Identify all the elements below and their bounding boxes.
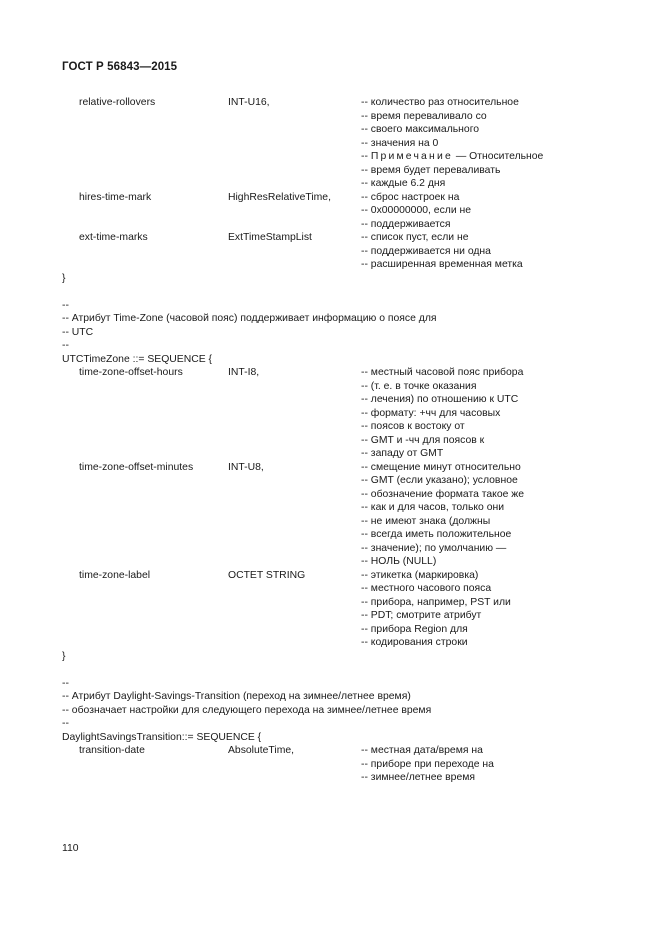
listing-line	[0, 218, 661, 232]
field-name: time-zone-label	[79, 570, 151, 581]
listing-line	[0, 528, 661, 542]
listing-line	[0, 623, 661, 637]
field-comment: -- расширенная временная метка	[361, 259, 523, 270]
listing-line	[0, 609, 661, 623]
listing-line	[0, 690, 661, 704]
field-comment: -- количество раз относительное	[361, 97, 519, 108]
listing-line	[0, 326, 661, 340]
field-comment: -- формату: +чч для часовых	[361, 408, 501, 419]
listing-line	[0, 245, 661, 259]
field-name: ext-time-marks	[79, 232, 148, 243]
listing-text: DaylightSavingsTransition::= SEQUENCE {	[62, 732, 262, 743]
listing-text: }	[62, 651, 66, 662]
field-comment: -- не имеют знака (должны	[361, 516, 491, 527]
field-comment: -- всегда иметь положительное	[361, 529, 512, 540]
field-name: transition-date	[79, 745, 145, 756]
comment-prefix: --	[361, 151, 371, 162]
field-type: INT-U16,	[228, 97, 270, 108]
listing-line	[0, 231, 661, 245]
listing-line	[0, 353, 661, 367]
listing-line	[0, 299, 661, 313]
listing-line	[0, 650, 661, 664]
page-header: ГОСТ Р 56843—2015	[62, 61, 178, 73]
listing-line	[0, 110, 661, 124]
listing-line	[0, 407, 661, 421]
listing-line	[0, 339, 661, 353]
field-name: time-zone-offset-hours	[79, 367, 183, 378]
field-comment: -- поддерживается ни одна	[361, 246, 491, 257]
field-comment: -- PDT; смотрите атрибут	[361, 610, 482, 621]
field-comment: -- список пуст, если не	[361, 232, 469, 243]
field-comment: -- как и для часов, только они	[361, 502, 505, 513]
field-comment: -- прибора Region для	[361, 624, 468, 635]
listing-line	[0, 744, 661, 758]
listing-line	[0, 731, 661, 745]
listing-line	[0, 515, 661, 529]
listing-line	[0, 771, 661, 785]
field-comment: -- время будет переваливать	[361, 165, 501, 176]
field-comment: -- лечения) по отношению к UTC	[361, 394, 519, 405]
listing-text: --	[62, 300, 69, 311]
listing-line	[0, 677, 661, 691]
listing-line	[0, 204, 661, 218]
listing-line	[0, 488, 661, 502]
field-type: HighResRelativeTime,	[228, 192, 331, 203]
field-comment: -- (т. е. в точке оказания	[361, 381, 477, 392]
listing-text: -- обозначает настройки для следующего перехода на зимнее/летнее время	[62, 705, 432, 716]
listing-line	[0, 636, 661, 650]
field-comment: -- 0x00000000, если не	[361, 205, 472, 216]
listing-text: --	[62, 718, 69, 729]
note-label: Примечание	[370, 151, 453, 162]
field-comment: -- местного часового пояса	[361, 583, 492, 594]
listing-text: -- Атрибут Daylight-Savings-Transition (переход на зимнее/летнее время)	[62, 691, 411, 702]
field-comment: -- прибора, например, PST или	[361, 597, 511, 608]
field-type: ExtTimeStampList	[228, 232, 312, 243]
field-comment: -- сброс настроек на	[361, 192, 460, 203]
field-type: INT-U8,	[228, 462, 264, 473]
field-comment: -- поддерживается	[361, 219, 451, 230]
listing-text: --	[62, 678, 69, 689]
field-comment: -- поясов к востоку от	[361, 421, 465, 432]
listing-line	[0, 366, 661, 380]
field-comment: -- каждые 6.2 дня	[361, 178, 446, 189]
field-name: hires-time-mark	[79, 192, 152, 203]
field-comment	[361, 150, 543, 163]
field-comment: -- значения на 0	[361, 138, 439, 149]
listing-line	[0, 150, 661, 164]
listing-line	[0, 717, 661, 731]
field-comment: -- GMT (если указано); условное	[361, 475, 518, 486]
listing-line	[0, 596, 661, 610]
listing-line	[0, 474, 661, 488]
listing-line	[0, 177, 661, 191]
field-comment: -- местный часовой пояс прибора	[361, 367, 524, 378]
listing-line	[0, 164, 661, 178]
comment-suffix: — Относительное	[452, 151, 544, 162]
field-comment: -- обозначение формата такое же	[361, 489, 525, 500]
listing-text: }	[62, 273, 66, 284]
field-comment: -- смещение минут относительно	[361, 462, 521, 473]
listing-line	[0, 758, 661, 772]
field-type: OCTET STRING	[228, 570, 306, 581]
field-comment: -- своего максимального	[361, 124, 480, 135]
listing-line	[0, 420, 661, 434]
listing-text: -- UTC	[62, 327, 94, 338]
field-type: AbsoluteTime,	[228, 745, 295, 756]
field-type: INT-I8,	[228, 367, 260, 378]
listing-line	[0, 569, 661, 583]
field-comment: -- кодирования строки	[361, 637, 468, 648]
field-comment: -- этикетка (маркировка)	[361, 570, 479, 581]
listing-line	[0, 123, 661, 137]
listing-line	[0, 542, 661, 556]
listing-text: -- Атрибут Time-Zone (часовой пояс) поддерживает информацию о поясе для	[62, 313, 437, 324]
listing-line	[0, 312, 661, 326]
field-comment: -- местная дата/время на	[361, 745, 483, 756]
field-comment: -- НОЛЬ (NULL)	[361, 556, 437, 567]
listing-line	[0, 393, 661, 407]
listing-line	[0, 447, 661, 461]
field-name: time-zone-offset-minutes	[79, 462, 194, 473]
listing-line	[0, 272, 661, 286]
listing-line	[0, 137, 661, 151]
listing-line	[0, 96, 661, 110]
field-comment: -- GMT и -чч для поясов к	[361, 435, 485, 446]
listing-line	[0, 258, 661, 272]
field-comment: -- западу от GMT	[361, 448, 444, 459]
field-comment: -- значение); по умолчанию —	[361, 543, 507, 554]
field-comment: -- время переваливало со	[361, 111, 487, 122]
page-number: 110	[62, 843, 79, 854]
listing-line	[0, 380, 661, 394]
listing-line	[0, 501, 661, 515]
listing-text: --	[62, 340, 69, 351]
field-comment: -- зимнее/летнее время	[361, 772, 475, 783]
listing-text: UTCTimeZone ::= SEQUENCE {	[62, 354, 213, 365]
listing-line	[0, 434, 661, 448]
listing-line	[0, 461, 661, 475]
listing-line	[0, 582, 661, 596]
field-comment: -- приборе при переходе на	[361, 759, 494, 770]
listing-line	[0, 555, 661, 569]
field-name: relative-rollovers	[79, 97, 156, 108]
listing-line	[0, 191, 661, 205]
listing-line	[0, 704, 661, 718]
